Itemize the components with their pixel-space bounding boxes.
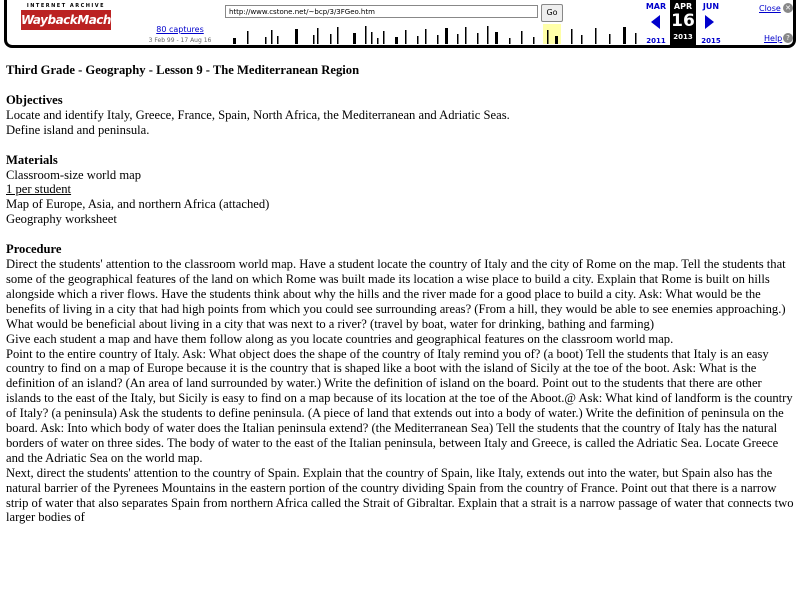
objective-item: Locate and identify Italy, Greece, France, Spain, North Africa, the Mediterranean and Adriatic Seas. bbox=[6, 107, 510, 122]
sparkline-bar bbox=[330, 34, 332, 44]
sparkline-bar bbox=[277, 36, 279, 44]
sparkline-bar bbox=[609, 34, 611, 44]
material-item-link[interactable]: 1 per student bbox=[6, 182, 72, 197]
sparkline-bar bbox=[271, 30, 273, 44]
next-capture-arrow-icon[interactable] bbox=[705, 15, 714, 29]
sparkline-bar bbox=[265, 37, 267, 44]
sparkline-bar bbox=[383, 31, 385, 44]
capture-date-range: 3 Feb 99 - 17 Aug 16 bbox=[148, 37, 212, 44]
logo-top-text: INTERNET ARCHIVE bbox=[26, 3, 106, 9]
current-month-label: APR bbox=[673, 2, 693, 11]
page-content bbox=[6, 63, 796, 525]
sparkline-bar bbox=[487, 26, 489, 44]
prev-month-label[interactable]: MAR bbox=[645, 2, 667, 11]
prev-capture-arrow-icon[interactable] bbox=[651, 15, 660, 29]
logo-main-text: WaybackMachine bbox=[21, 10, 111, 30]
procedure-paragraph: Point to the entire country of Italy. Ask: What object does the shape of the country of Italy remind you of? (a boot) Tell the students that Italy is an easy country to find on a map of Europe because it is the country that is shaped like a boot with the island of Sicily at the toe of the boot. Ask: What is the definition of an island? (An area of land surrounded by water.) Write the definition of island on the board. Point out to the students that there are other islands to the east of the Italy, but Sicily is easy to find on a map because of its location at the toe of the Aboot.@ Ask: What kind of landform is the country of Italy? (a peninsula) Ask the students to define peninsula. (A piece of land that extends out into a body of water.) Write the definition of peninsula on the board. Ask: Into which body of water does the Italian peninsula extend? (the Mediterranean Sea) Tell the students that the country of Italy has the natural borders of water on three sides. The body of water to the east of the Italian peninsula, between Italy and Greece, is called the Adriatic Sea. Locate Greece and the Adriatic Sea on the world map. bbox=[6, 346, 793, 465]
sparkline-bar bbox=[233, 38, 236, 44]
current-day-label: 16 bbox=[671, 11, 695, 31]
objective-item: Define island and peninsula. bbox=[6, 122, 150, 137]
page-title: Third Grade - Geography - Lesson 9 - The Mediterranean Region bbox=[6, 63, 360, 77]
capture-sparkline[interactable] bbox=[225, 24, 643, 44]
sparkline-bar bbox=[405, 30, 407, 44]
close-link[interactable]: Close bbox=[759, 4, 781, 13]
sparkline-bar bbox=[581, 35, 583, 44]
sparkline-bar bbox=[547, 30, 549, 44]
sparkline-bar bbox=[317, 28, 319, 44]
sparkline-bar bbox=[365, 26, 367, 44]
sparkline-bar bbox=[395, 37, 398, 44]
close-icon[interactable]: ✕ bbox=[783, 3, 793, 13]
materials-section bbox=[6, 153, 796, 228]
wayback-toolbar-frame bbox=[4, 0, 796, 48]
sparkline-bar bbox=[337, 27, 339, 44]
sparkline-bar bbox=[425, 29, 427, 44]
sparkline-bar bbox=[353, 33, 356, 44]
wayback-logo[interactable] bbox=[21, 3, 131, 33]
sparkline-bar bbox=[457, 34, 459, 44]
sparkline-bar bbox=[295, 29, 298, 44]
material-item: Geography worksheet bbox=[6, 212, 117, 227]
sparkline-bar bbox=[477, 33, 479, 44]
sparkline-bar bbox=[437, 35, 439, 44]
current-year-label: 2013 bbox=[673, 33, 693, 41]
sparkline-bar bbox=[495, 32, 498, 44]
go-button[interactable]: Go bbox=[541, 4, 563, 22]
captures-link[interactable]: 80 captures bbox=[156, 25, 204, 34]
current-date-box bbox=[670, 0, 696, 45]
procedure-section bbox=[6, 242, 796, 525]
sparkline-bar bbox=[445, 28, 448, 44]
sparkline-bar bbox=[417, 36, 419, 44]
objectives-section bbox=[6, 93, 796, 138]
objectives-heading: Objectives bbox=[6, 92, 63, 107]
material-item: Map of Europe, Asia, and northern Africa (attached) bbox=[6, 197, 270, 212]
sparkline-bar bbox=[377, 38, 379, 44]
sparkline-bar bbox=[521, 31, 523, 44]
next-month-label[interactable]: JUN bbox=[702, 2, 720, 11]
procedure-heading: Procedure bbox=[6, 242, 62, 257]
material-item: Classroom-size world map bbox=[6, 167, 142, 182]
sparkline-bar bbox=[313, 35, 315, 44]
url-input[interactable]: http://www.cstone.net/~bcp/3/3FGeo.htm bbox=[225, 5, 538, 18]
sparkline-bar bbox=[595, 28, 597, 44]
sparkline-bar bbox=[623, 27, 626, 44]
next-year-label[interactable]: 2015 bbox=[701, 37, 721, 45]
sparkline-bar bbox=[247, 31, 249, 44]
calendar-navigator bbox=[643, 0, 733, 48]
materials-heading: Materials bbox=[6, 152, 58, 167]
sparkline-bar bbox=[555, 36, 558, 44]
sparkline-bar bbox=[571, 29, 573, 44]
prev-year-label[interactable]: 2011 bbox=[646, 37, 666, 45]
help-icon[interactable]: ? bbox=[783, 33, 793, 43]
sparkline-bar bbox=[533, 37, 535, 44]
help-link[interactable]: Help bbox=[764, 34, 783, 43]
sparkline-bar bbox=[465, 27, 467, 44]
wayback-toolbar bbox=[0, 0, 800, 52]
procedure-paragraph: Give each student a map and have them follow along as you locate countries and geographical features on the classroom world map. bbox=[6, 331, 674, 346]
procedure-paragraph: Direct the students' attention to the classroom world map. Have a student locate the country of Italy and the city of Rome on the map. Tell the students that some of the geographical features of the land on which Rome was built made its location a wise place to build a city. Explain that Rome is built on hills alongside which a river flows. Have the students think about why the hills and the river made for a good place to build a city. Ask: What would be the benefits of living in a city that had high points from which you could see surrounding areas? (From a hill, they would be able to see enemies approaching.) What would be beneficial about living in a city that was next to a river? (travel by boat, water for drinking, bathing and farming) bbox=[6, 257, 786, 331]
sparkline-bar bbox=[635, 33, 637, 44]
procedure-paragraph: Next, direct the students' attention to the country of Spain. Explain that the country of Spain, like Italy, extends out into the water, but Spain also has the natural barrier of the Pyrenees Mountains in the eastern portion of the country dividing Spain from the country of France. Point out that there is a narrow strip of water that also separates Spain from northern Africa called the Strait of Gibraltar. Explain that a strait is a narrow passage of water that connects two larger bodies of bbox=[6, 465, 794, 525]
sparkline-bar bbox=[509, 38, 511, 44]
sparkline-bar bbox=[371, 32, 373, 44]
